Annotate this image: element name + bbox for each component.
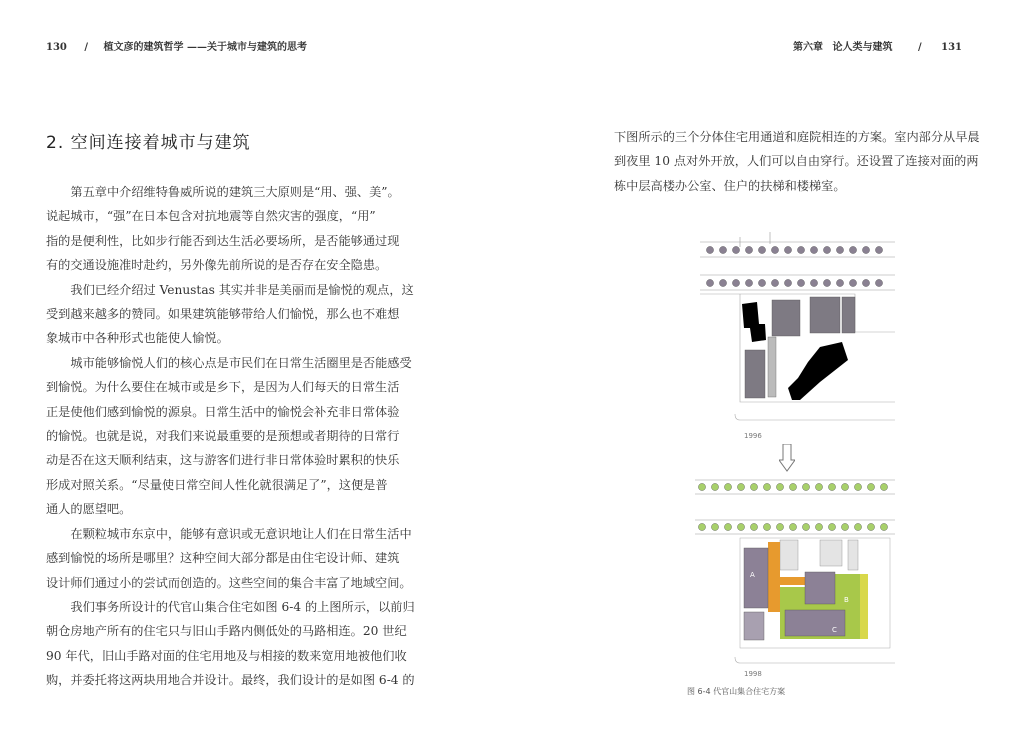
chapter-title: 论人类与建筑 [832, 42, 893, 53]
block-label-b: B [844, 596, 849, 604]
text-line: 到愉悦。为什么要住在城市或是乡下，是因为人们每天的日常生活 [46, 380, 400, 395]
tree-row [706, 279, 882, 286]
right-page-header [793, 38, 962, 53]
tree [789, 523, 796, 530]
figure-caption: 图 6-4 代官山集合住宅方案 [687, 687, 786, 696]
text-line: 到夜里 10 点对外开放，人们可以自由穿行。还设置了连接对面的两 [614, 154, 979, 169]
tree [854, 483, 861, 490]
tree [836, 246, 843, 253]
header-separator: / [917, 42, 922, 53]
site-plan-1996 [700, 232, 895, 420]
tree [810, 246, 817, 253]
text-line: 下图所示的三个分体住宅用通道和庭院相连的方案。室内部分从早晨 [614, 130, 980, 144]
left-page-number: 130 [46, 42, 67, 53]
tree [776, 483, 783, 490]
text-line: 朝仓房地产所有的住宅只与旧山手路内侧低处的马路相连。20 世纪 [46, 624, 407, 639]
tree [724, 523, 731, 530]
tree [732, 279, 739, 286]
left-body-text [46, 180, 415, 693]
tree [854, 523, 861, 530]
chapter-number: 第六章 [793, 42, 824, 53]
tree [706, 279, 713, 286]
down-arrow-icon [779, 444, 795, 472]
building [768, 337, 776, 397]
text-line: 说起城市，“强”在日本包含对抗地震等自然灾害的强度，“用” [46, 209, 376, 224]
tree [789, 483, 796, 490]
body-paragraph [46, 180, 400, 278]
text-line: 第五章中介绍维特鲁威所说的建筑三大原则是“用、强、美”。 [70, 185, 400, 199]
tree [797, 279, 804, 286]
tree-row [706, 246, 882, 253]
year-label-bottom: 1998 [744, 670, 762, 678]
text-line: 通人的愿望吧。 [46, 502, 132, 517]
tree [828, 523, 835, 530]
text-line: 栋中层高楼办公室、住户的扶梯和楼梯室。 [614, 178, 846, 193]
building-b [805, 572, 835, 604]
tree [849, 279, 856, 286]
tree [719, 279, 726, 286]
tree [745, 246, 752, 253]
body-paragraph [46, 595, 415, 693]
tree [862, 279, 869, 286]
text-line: 90 年代，旧山手路对面的住宅用地及与相接的数来宽用地被他们收 [46, 648, 407, 663]
body-paragraph [46, 351, 412, 522]
tree [815, 523, 822, 530]
tree [823, 279, 830, 286]
tree [810, 279, 817, 286]
tree [698, 483, 705, 490]
body-paragraph [614, 125, 980, 198]
block-label-c: C [832, 626, 837, 634]
tree [711, 483, 718, 490]
tree [732, 246, 739, 253]
right-body-text [614, 125, 980, 198]
right-page-number: 131 [941, 42, 962, 53]
tree [828, 483, 835, 490]
text-line: 动是否在这天顺利结束，这与游客们进行非日常体验时累积的快乐 [46, 453, 400, 468]
tree [836, 279, 843, 286]
tree [797, 246, 804, 253]
block-label-a: A [750, 571, 755, 579]
tree [867, 483, 874, 490]
building-black [788, 342, 848, 400]
building [772, 300, 800, 336]
tree [737, 523, 744, 530]
body-paragraph [46, 278, 414, 351]
text-line: 我们事务所设计的代官山集合住宅如图 6-4 的上图所示，以前归 [70, 599, 415, 614]
tree [784, 246, 791, 253]
tree [880, 483, 887, 490]
tree [802, 523, 809, 530]
tree [724, 483, 731, 490]
tree [763, 483, 770, 490]
text-line: 在颗粒城市东京中，能够有意识或无意识地让人们在日常生活中 [70, 526, 412, 541]
text-line: 我们已经介绍过 Venustas 其实并非是美丽而是愉悦的观点，这 [70, 282, 414, 297]
tree [771, 246, 778, 253]
tree [763, 523, 770, 530]
text-line: 形成对照关系。“尽量使日常空间人性化就很满足了”，这便是普 [46, 477, 388, 492]
tree [758, 279, 765, 286]
tree [784, 279, 791, 286]
text-line: 受到越来越多的赞同。如果建筑能够带给人们愉悦，那么也不难想 [46, 307, 400, 322]
tree [698, 523, 705, 530]
book-title: 植文彦的建筑哲学 ——关于城市与建筑的思考 [103, 42, 307, 53]
tree [719, 246, 726, 253]
building [842, 297, 855, 333]
tree [875, 246, 882, 253]
left-page-header [46, 38, 307, 53]
site-plan-1998 [695, 480, 895, 663]
text-line: 购，并委托将这两块用地合并设计。最终，我们设计的是如图 6-4 的 [46, 673, 415, 688]
section-title: 2. 空间连接着城市与建筑 [46, 133, 251, 153]
tree [880, 523, 887, 530]
text-line: 城市能够愉悦人们的核心点是市民们在日常生活圈里是否能感受 [70, 355, 412, 370]
building [745, 350, 765, 398]
year-label-top: 1996 [744, 432, 762, 440]
tree [771, 279, 778, 286]
text-line: 指的是便利性，比如步行能否到达生活必要场所，是否能够通过现 [46, 233, 400, 248]
text-line: 设计师们通过小的尝试而创造的。这些空间的集合丰富了地域空间。 [46, 575, 412, 590]
tree [802, 483, 809, 490]
tree [737, 483, 744, 490]
tree [711, 523, 718, 530]
tree [849, 246, 856, 253]
text-line: 有的交通设施准时赴约，另外像先前所说的是否存在安全隐患。 [46, 258, 388, 273]
tree [815, 483, 822, 490]
tree [867, 523, 874, 530]
tree [745, 279, 752, 286]
tree [862, 246, 869, 253]
tree [750, 523, 757, 530]
tree [841, 483, 848, 490]
text-line: 象城市中各种形式也能使人愉悦。 [46, 331, 229, 346]
text-line: 感到愉悦的场所是哪里？这种空间大部分都是由住宅设计师、建筑 [46, 551, 400, 566]
tree [758, 246, 765, 253]
tree [841, 523, 848, 530]
building [810, 297, 840, 333]
building-a [744, 548, 768, 608]
tree [706, 246, 713, 253]
tree [823, 246, 830, 253]
tree-row [698, 523, 887, 530]
tree [750, 483, 757, 490]
header-separator: / [84, 42, 89, 53]
tree [776, 523, 783, 530]
text-line: 的愉悦。也就是说，对我们来说最重要的是预想或者期待的日常行 [46, 429, 400, 444]
tree-row [698, 483, 887, 490]
text-line: 正是使他们感到愉悦的源泉。日常生活中的愉悦会补充非日常体验 [46, 404, 400, 419]
building-black [742, 302, 766, 342]
tree [875, 279, 882, 286]
body-paragraph [46, 522, 412, 595]
